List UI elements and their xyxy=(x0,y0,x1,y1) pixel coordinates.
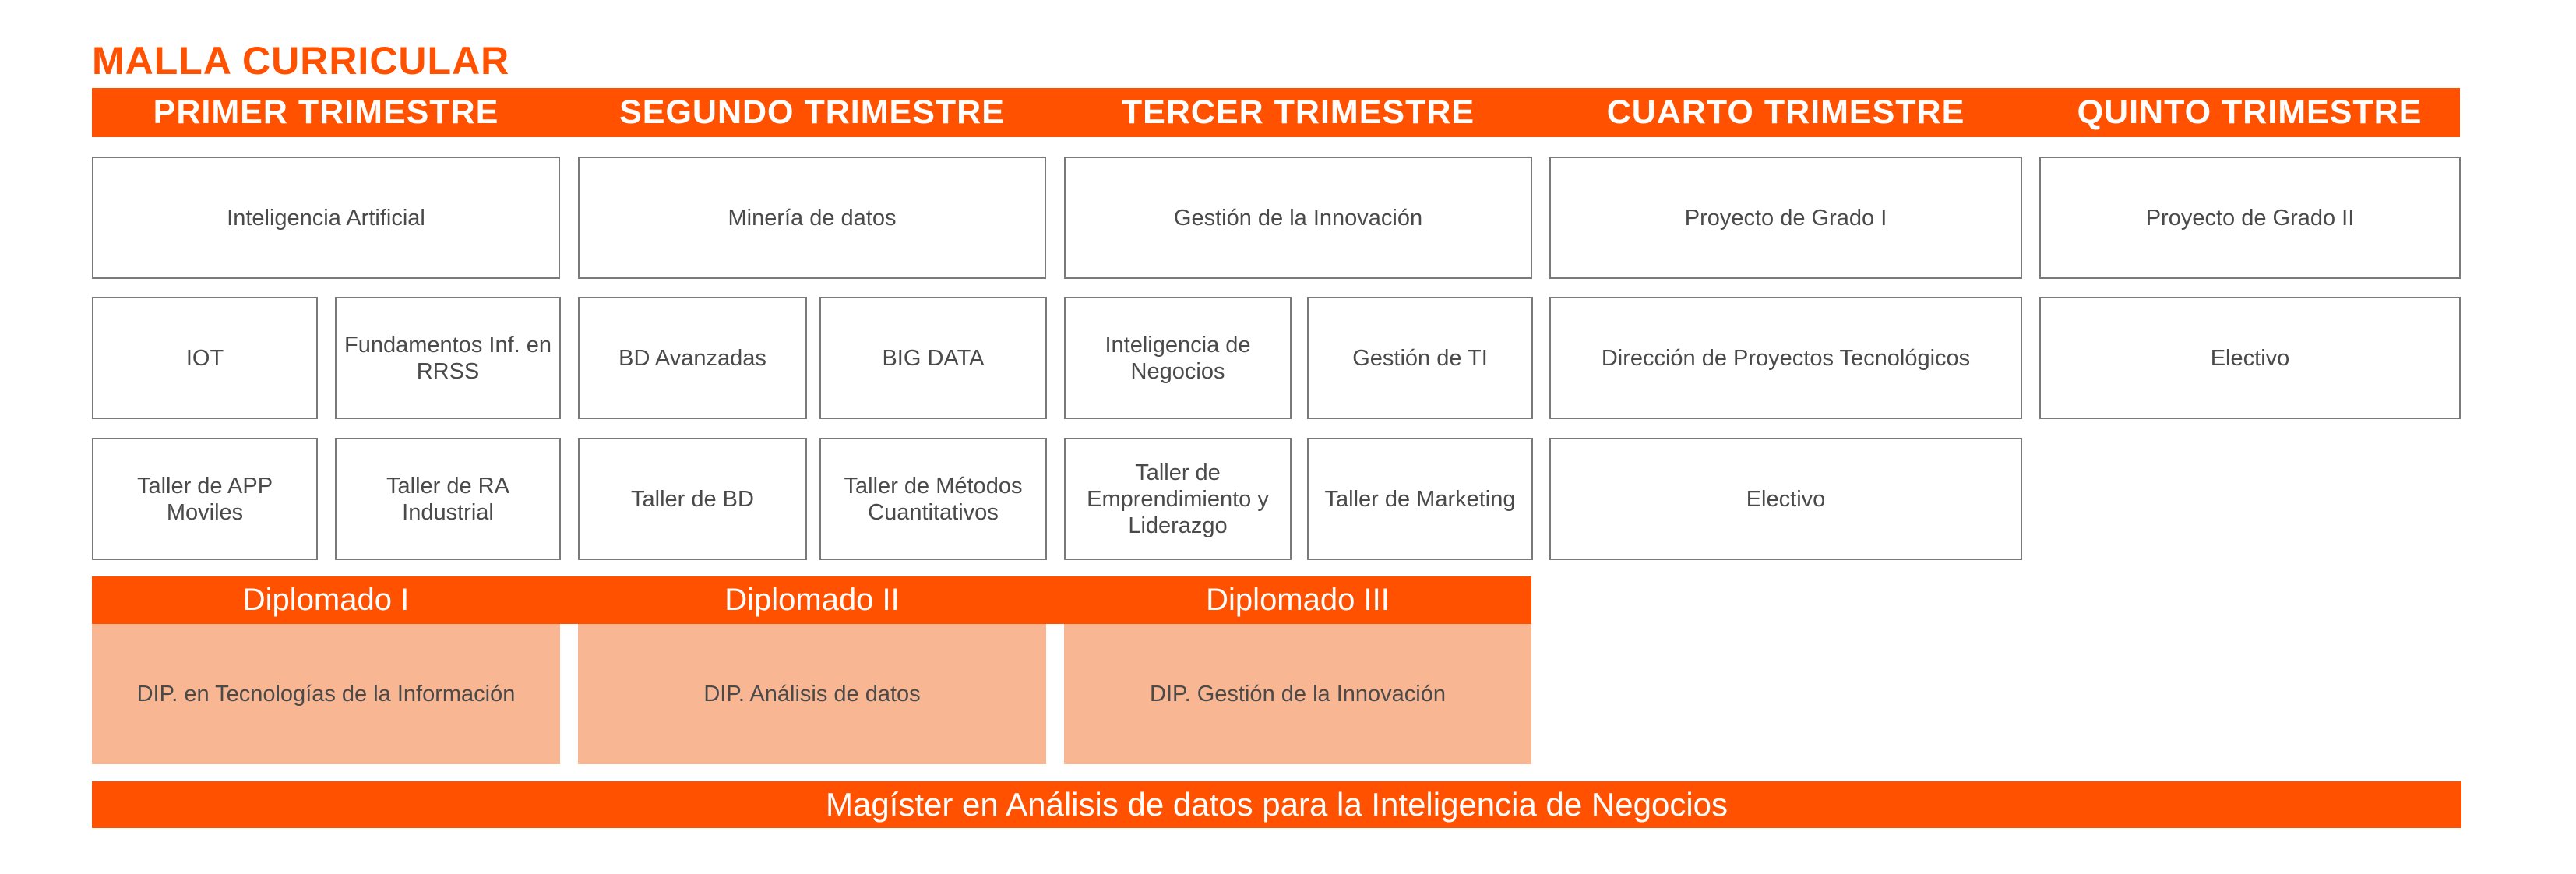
course-label: BIG DATA xyxy=(882,345,985,371)
course-label: Taller de Marketing xyxy=(1324,486,1516,512)
course-box xyxy=(1064,157,1532,279)
diploma-box-1 xyxy=(92,624,560,764)
course-box xyxy=(578,297,807,419)
diploma-label: DIP. Gestión de la Innovación xyxy=(1150,681,1446,707)
course-box xyxy=(335,438,561,560)
course-label: Inteligencia de Negocios xyxy=(1105,332,1251,384)
course-box xyxy=(1064,438,1292,560)
course-box xyxy=(1549,297,2022,419)
course-label: Gestión de TI xyxy=(1352,345,1488,371)
course-label: Minería de datos xyxy=(728,205,897,231)
course-label: Dirección de Proyectos Tecnológicos xyxy=(1601,345,1971,371)
course-label: Taller de Métodos Cuantitativos xyxy=(844,473,1023,525)
page-title: MALLA CURRICULAR xyxy=(92,39,510,83)
course-box xyxy=(1549,438,2022,560)
course-label: BD Avanzadas xyxy=(618,345,766,371)
diploma-label: DIP. Análisis de datos xyxy=(703,681,921,707)
course-box xyxy=(578,438,807,560)
diploma-label: DIP. en Tecnologías de la Información xyxy=(136,681,516,707)
diploma-header-1: Diplomado I xyxy=(92,576,560,624)
course-label: Taller de RA Industrial xyxy=(386,473,509,525)
diploma-box-3 xyxy=(1064,624,1531,764)
course-box xyxy=(1307,438,1533,560)
course-box xyxy=(819,297,1047,419)
degree-banner: Magíster en Análisis de datos para la Inteligencia de Negocios xyxy=(92,781,2461,828)
trimester-header-4: CUARTO TRIMESTRE xyxy=(1606,93,1965,131)
course-label: IOT xyxy=(185,345,224,371)
diploma-box-2 xyxy=(578,624,1046,764)
course-box xyxy=(92,438,318,560)
course-label: Fundamentos Inf. en RRSS xyxy=(344,332,551,384)
course-box xyxy=(1307,297,1533,419)
course-label: Proyecto de Grado II xyxy=(2145,205,2355,231)
course-box xyxy=(1549,157,2022,279)
course-box xyxy=(2039,157,2461,279)
course-label: Electivo xyxy=(1746,486,1826,512)
trimester-header-bar xyxy=(92,88,2460,137)
course-box xyxy=(92,157,560,279)
course-box xyxy=(92,297,318,419)
diploma-header-2: Diplomado II xyxy=(578,576,1046,624)
course-label: Inteligencia Artificial xyxy=(227,205,425,231)
course-label: Taller de BD xyxy=(631,486,754,512)
course-box xyxy=(578,157,1046,279)
course-label: Taller de APP Moviles xyxy=(136,473,273,525)
course-label: Electivo xyxy=(2210,345,2290,371)
trimester-header-3: TERCER TRIMESTRE xyxy=(1121,93,1475,131)
course-label: Proyecto de Grado I xyxy=(1684,205,1887,231)
course-label: Gestión de la Innovación xyxy=(1173,205,1423,231)
course-box xyxy=(819,438,1047,560)
trimester-header-5: QUINTO TRIMESTRE xyxy=(2077,93,2423,131)
course-box xyxy=(1064,297,1292,419)
course-box xyxy=(2039,297,2461,419)
course-label: Taller de Emprendimiento y Liderazgo xyxy=(1087,460,1269,538)
trimester-header-1: PRIMER TRIMESTRE xyxy=(153,93,499,131)
diploma-header-3: Diplomado III xyxy=(1064,576,1531,624)
course-box xyxy=(335,297,561,419)
trimester-header-2: SEGUNDO TRIMESTRE xyxy=(619,93,1005,131)
